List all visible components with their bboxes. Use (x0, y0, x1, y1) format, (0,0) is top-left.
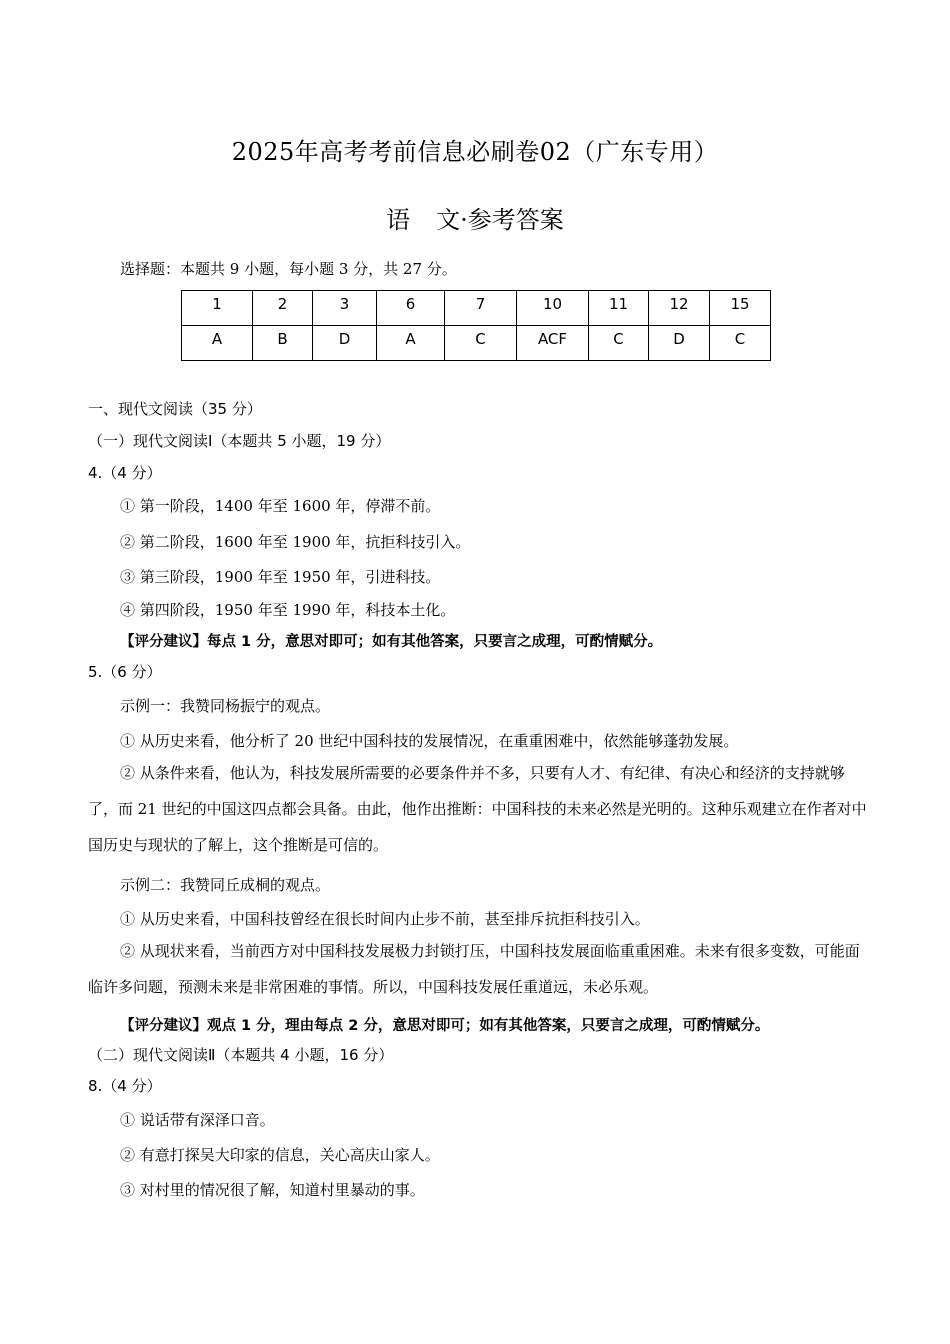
question-number-cell: 7 (445, 291, 517, 326)
document-subtitle (0, 200, 950, 235)
answer-cell: C (445, 326, 517, 361)
question-8-label: 8.（4 分） (88, 1077, 162, 1095)
q8-point: ① 说话带有深泽口音。 (120, 1111, 275, 1129)
answer-row (182, 326, 771, 361)
q4-point: ④ 第四阶段，1950 年至 1990 年，科技本土化。 (120, 601, 456, 619)
subtitle-answer-key: 文·参考答案 (436, 206, 564, 234)
question-number-cell: 12 (649, 291, 710, 326)
q4-point: ① 第一阶段，1400 年至 1600 年，停滞不前。 (120, 497, 441, 515)
answer-cell: ACF (517, 326, 589, 361)
q5-example-point: ① 从历史来看，他分析了 20 世纪中国科技的发展情况，在重重困难中，依然能够蓬勃发展。 (120, 732, 739, 750)
q5-scoring-note: 【评分建议】观点 1 分，理由每点 2 分，意思对即可；如有其他答案，只要言之成理，可酌情赋分。 (120, 1018, 770, 1034)
question-number-cell: 11 (589, 291, 649, 326)
q4-point: ③ 第三阶段，1900 年至 1950 年，引进科技。 (120, 568, 441, 586)
q4-scoring-note: 【评分建议】每点 1 分，意思对即可；如有其他答案，只要言之成理，可酌情赋分。 (120, 634, 663, 650)
question-number-cell: 10 (517, 291, 589, 326)
question-number-cell: 2 (253, 291, 313, 326)
q5-example-title: 示例二：我赞同丘成桐的观点。 (120, 876, 331, 894)
question-5-label: 5.（6 分） (88, 663, 162, 681)
answer-cell: D (313, 326, 377, 361)
subtitle-subject: 语 (386, 206, 411, 234)
answer-table (181, 290, 771, 361)
subsection-heading: （二）现代文阅读Ⅱ（本题共 4 小题，16 分） (88, 1046, 394, 1064)
section-heading: 一、现代文阅读（35 分） (88, 400, 262, 418)
question-number-row (182, 291, 771, 326)
subsection-heading: （一）现代文阅读Ⅰ（本题共 5 小题，19 分） (88, 432, 391, 450)
question-number-cell: 1 (182, 291, 253, 326)
q8-point: ③ 对村里的情况很了解，知道村里暴动的事。 (120, 1181, 425, 1199)
question-number-cell: 15 (710, 291, 771, 326)
multiple-choice-intro: 选择题：本题共 9 小题，每小题 3 分，共 27 分。 (120, 260, 457, 278)
q8-point: ② 有意打探吴大印家的信息，关心高庆山家人。 (120, 1146, 440, 1164)
answer-cell: B (253, 326, 313, 361)
q5-example-point: ① 从历史来看，中国科技曾经在很长时间内止步不前，甚至排斥抗拒科技引入。 (120, 910, 650, 928)
answer-cell: A (182, 326, 253, 361)
answer-cell: A (377, 326, 445, 361)
answer-cell: C (589, 326, 649, 361)
question-number-cell: 6 (377, 291, 445, 326)
q5-example-paragraph: ② 从条件来看，他认为，科技发展所需要的必要条件并不多，只要有人才、有纪律、有决心和经济的支持就够了，而 21 世纪的中国这四点都会具备。由此，他作出推断：中国科技的未来必然是光明的。这种乐观建立在作者对中国历史与现状的了解上，这个推断是可信的。 (88, 764, 867, 854)
question-number-cell: 3 (313, 291, 377, 326)
q4-point: ② 第二阶段，1600 年至 1900 年，抗拒科技引入。 (120, 533, 471, 551)
question-4-label: 4.（4 分） (88, 464, 162, 482)
q5-example-title: 示例一：我赞同杨振宁的观点。 (120, 697, 331, 715)
answer-cell: C (710, 326, 771, 361)
answer-cell: D (649, 326, 710, 361)
q5-example-paragraph: ② 从现状来看，当前西方对中国科技发展极力封锁打压，中国科技发展面临重重困难。未来有很多变数，可能面临许多问题，预测未来是非常困难的事情。所以，中国科技发展任重道远，未必乐观。 (88, 942, 860, 996)
document-title: 2025年高考考前信息必刷卷02（广东专用） (231, 138, 719, 166)
